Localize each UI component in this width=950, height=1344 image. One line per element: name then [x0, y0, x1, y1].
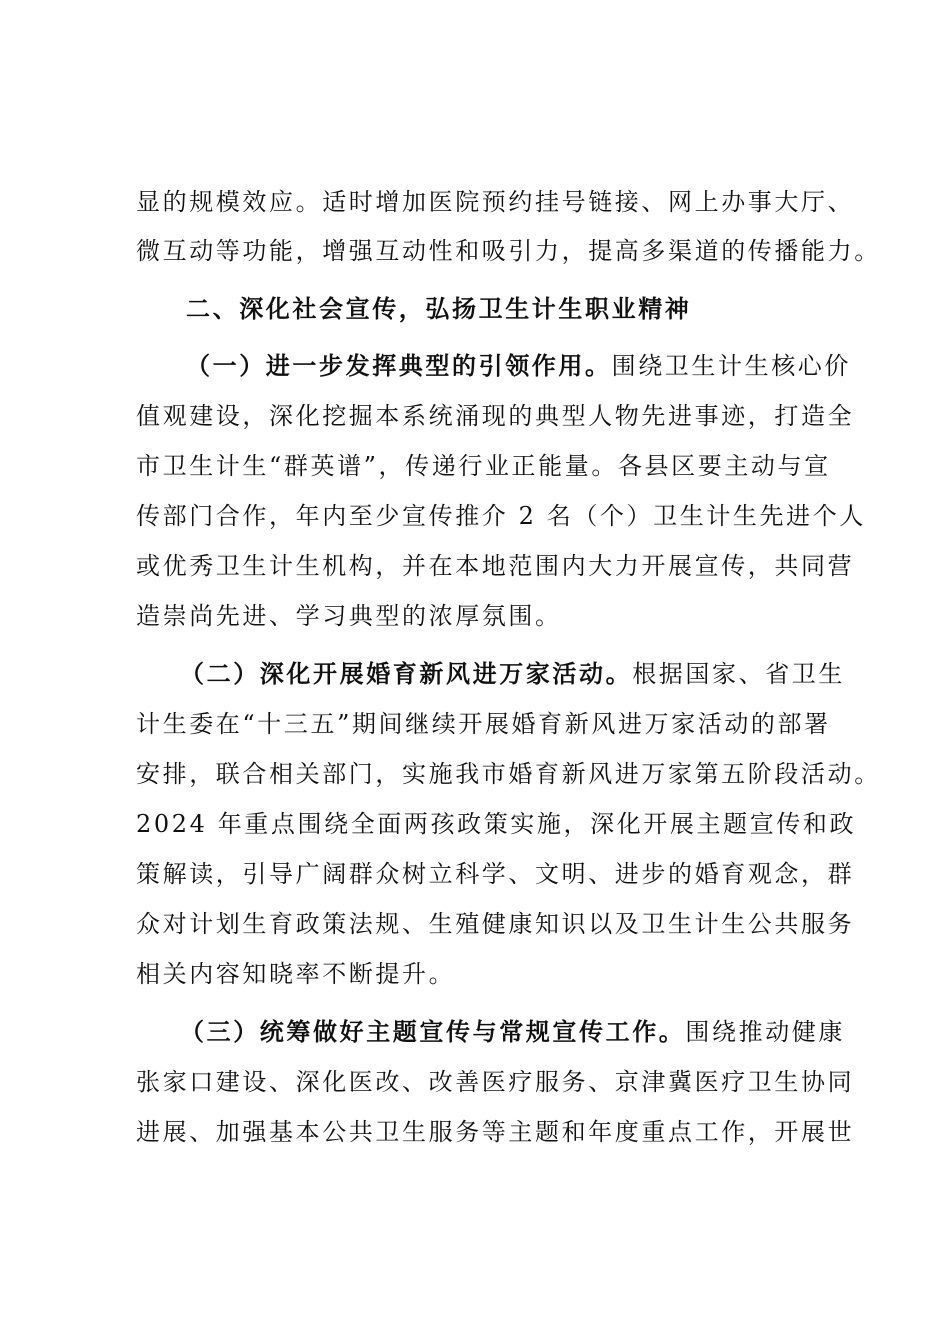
paragraph-line: 市卫生计生“群英谱”，传递行业正能量。各县区要主动与宣	[136, 452, 831, 480]
paragraph-line: 安排，联合相关部门，实施我市婚育新风进万家第五阶段活动。	[136, 760, 881, 788]
paragraph-line: 计生委在“十三五”期间继续开展婚育新风进万家活动的部署	[136, 710, 831, 738]
paragraph-line: 传部门合作，年内至少宣传推介 2 名（个）卫生计生先进个人	[136, 502, 866, 530]
item-1-text: 围绕卫生计生核心价	[611, 352, 852, 380]
item-3-text: 围绕推动健康	[685, 1018, 846, 1046]
item-3-first-line	[180, 1016, 845, 1048]
paragraph-line: 策解读，引导广阔群众树立科学、文明、进步的婚育观念，群	[136, 860, 855, 888]
paragraph-line: 众对计划生育政策法规、生殖健康知识以及卫生计生公共服务	[136, 910, 855, 938]
item-2-first-line	[180, 658, 845, 690]
paragraph-line: 值观建设，深化挖掘本系统涌现的典型人物先进事迹，打造全	[136, 402, 855, 430]
item-2-text: 根据国家、省卫生	[632, 660, 846, 688]
item-3-lead: （三）统筹做好主题宣传与常规宣传工作。	[180, 1017, 686, 1046]
item-1-lead: （一）进一步发挥典型的引领作用。	[186, 351, 612, 380]
section-heading: 二、深化社会宣传，弘扬卫生计生职业精神	[186, 294, 692, 323]
paragraph-line: 造崇尚先进、学习典型的浓厚氛围。	[136, 602, 562, 630]
paragraph-line: 相关内容知晓率不断提升。	[136, 960, 456, 988]
paragraph-line: 张家口建设、深化医改、改善医疗服务、京津冀医疗卫生协同	[136, 1068, 855, 1096]
paragraph-line: 或优秀卫生计生机构，并在本地范围内大力开展宣传，共同营	[136, 552, 855, 580]
item-1-first-line	[186, 350, 851, 382]
paragraph-line: 微互动等功能，增强互动性和吸引力，提高多渠道的传播能力。	[136, 237, 881, 265]
paragraph-line: 显的规模效应。适时增加医院预约挂号链接、网上办事大厅、	[136, 188, 855, 216]
paragraph-line: 2024 年重点围绕全面两孩政策实施，深化开展主题宣传和政	[136, 810, 857, 838]
item-2-lead: （二）深化开展婚育新风进万家活动。	[180, 659, 633, 688]
paragraph-line: 进展、加强基本公共卫生服务等主题和年度重点工作，开展世	[136, 1118, 855, 1146]
